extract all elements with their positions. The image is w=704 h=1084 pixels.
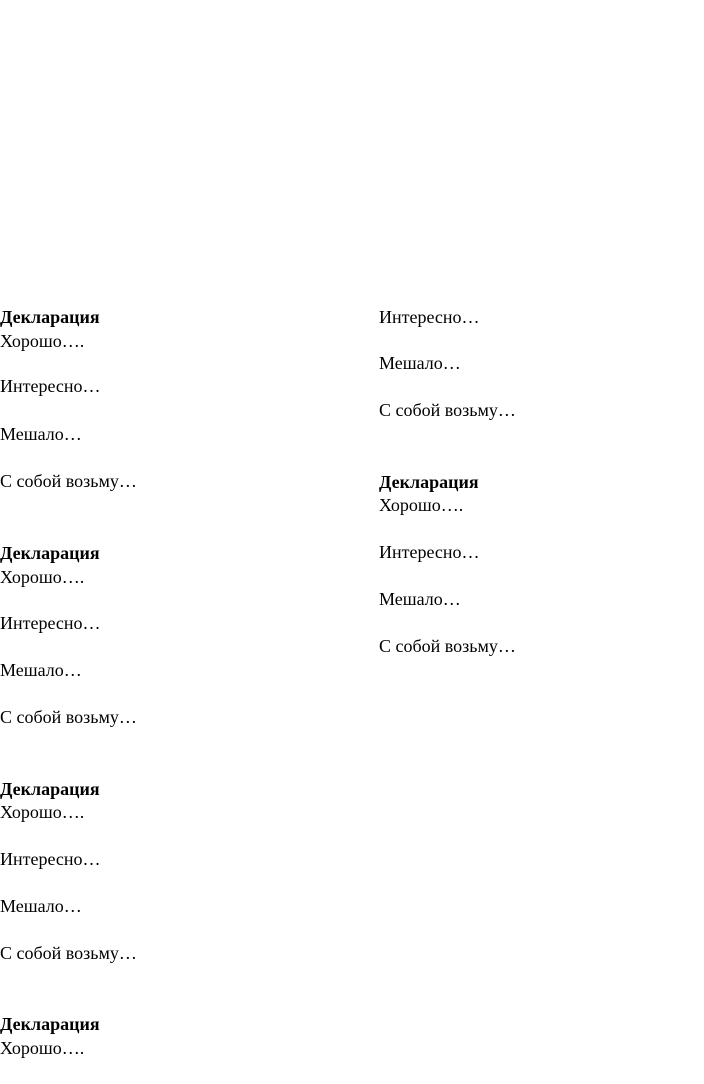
bothered-line: Мешало…	[0, 896, 82, 916]
interesting-line: Интересно…	[0, 376, 101, 396]
good-line: Хорошо….	[379, 495, 464, 515]
declaration-heading: Декларация	[0, 779, 100, 799]
bothered-line: Мешало…	[379, 589, 461, 609]
bothered-line: Мешало…	[0, 660, 82, 680]
declaration-heading: Декларация	[379, 472, 479, 492]
take-away-line: С собой возьму…	[0, 471, 137, 491]
take-away-line: С собой возьму…	[379, 400, 516, 420]
interesting-line: Интересно…	[0, 613, 101, 633]
good-line: Хорошо….	[0, 802, 85, 822]
take-away-line: С собой возьму…	[0, 707, 137, 727]
declaration-heading: Декларация	[0, 1014, 100, 1034]
take-away-line: С собой возьму…	[379, 636, 516, 656]
good-line: Хорошо….	[0, 331, 85, 351]
interesting-line: Интересно…	[379, 542, 480, 562]
good-line: Хорошо….	[0, 567, 85, 587]
declaration-heading: Декларация	[0, 307, 100, 327]
good-line: Хорошо….	[0, 1038, 85, 1058]
declaration-heading: Декларация	[0, 543, 100, 563]
interesting-line: Интересно…	[379, 307, 480, 327]
interesting-line: Интересно…	[0, 849, 101, 869]
bothered-line: Мешало…	[379, 353, 461, 373]
take-away-line: С собой возьму…	[0, 943, 137, 963]
bothered-line: Мешало…	[0, 424, 82, 444]
